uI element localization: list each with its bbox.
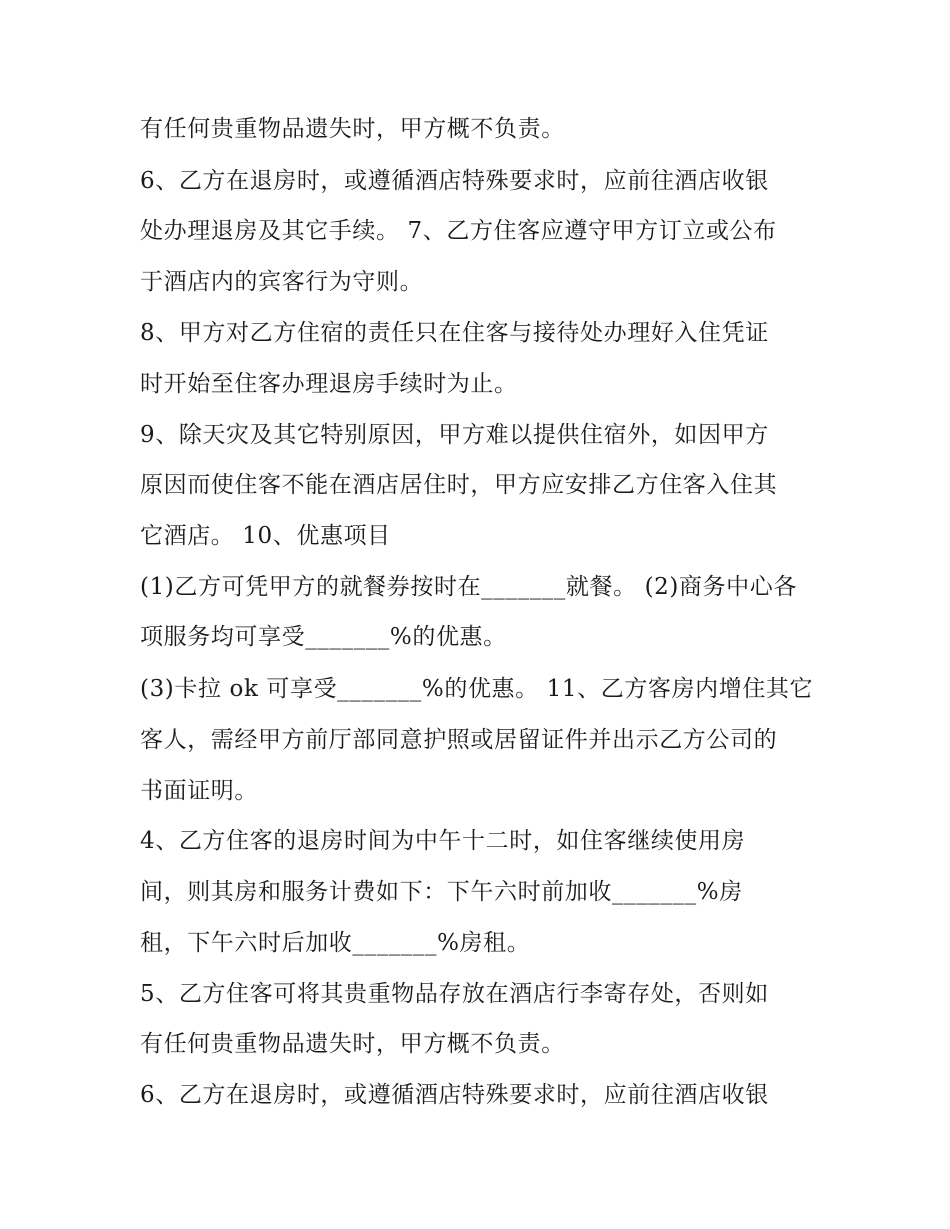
text-line: 5、乙方住客可将其贵重物品存放在酒店行李寄存处，否则如 xyxy=(140,981,769,1007)
text-line: 处办理退房及其它手续。 7、乙方住客应遵守甲方订立或公布 xyxy=(140,218,777,244)
text-line: (1)乙方可凭甲方的就餐券按时在_______就餐。 (2)商务中心各 xyxy=(140,574,797,600)
text-line: 客人，需经甲方前厅部同意护照或居留证件并出示乙方公司的 xyxy=(140,727,778,753)
text-line: 6、乙方在退房时，或遵循酒店特殊要求时，应前往酒店收银 xyxy=(140,168,769,194)
text-line: 4、乙方住客的退房时间为中午十二时，如住客继续使用房 xyxy=(140,828,746,854)
text-line: 原因而使住客不能在酒店居住时，甲方应安排乙方住客入住其 xyxy=(140,472,778,498)
text-line: 8、甲方对乙方住宿的责任只在住客与接待处办理好入住凭证 xyxy=(140,320,769,346)
text-line: 6、乙方在退房时，或遵循酒店特殊要求时，应前往酒店收银 xyxy=(140,1082,769,1108)
text-line: 它酒店。 10、优惠项目 xyxy=(140,523,391,549)
text-line: 时开始至住客办理退房手续时为止。 xyxy=(140,371,518,397)
text-line: 项服务均可享受_______%的优惠。 xyxy=(140,624,507,650)
text-line: 有任何贵重物品遗失时，甲方概不负责。 xyxy=(140,1031,565,1057)
text-line: 9、除天灾及其它特别原因，甲方难以提供住宿外，如因甲方 xyxy=(140,422,769,448)
text-line: 有任何贵重物品遗失时，甲方概不负责。 xyxy=(140,116,565,142)
text-line: 于酒店内的宾客行为守则。 xyxy=(140,269,424,295)
text-line: 间，则其房和服务计费如下：下午六时前加收_______%房 xyxy=(140,879,743,905)
text-line: 书面证明。 xyxy=(140,778,258,804)
text-line: (3)卡拉 ok 可享受_______%的优惠。 11、乙方客房内增住其它 xyxy=(140,676,814,702)
text-line: 租，下午六时后加收_______%房租。 xyxy=(140,930,531,956)
